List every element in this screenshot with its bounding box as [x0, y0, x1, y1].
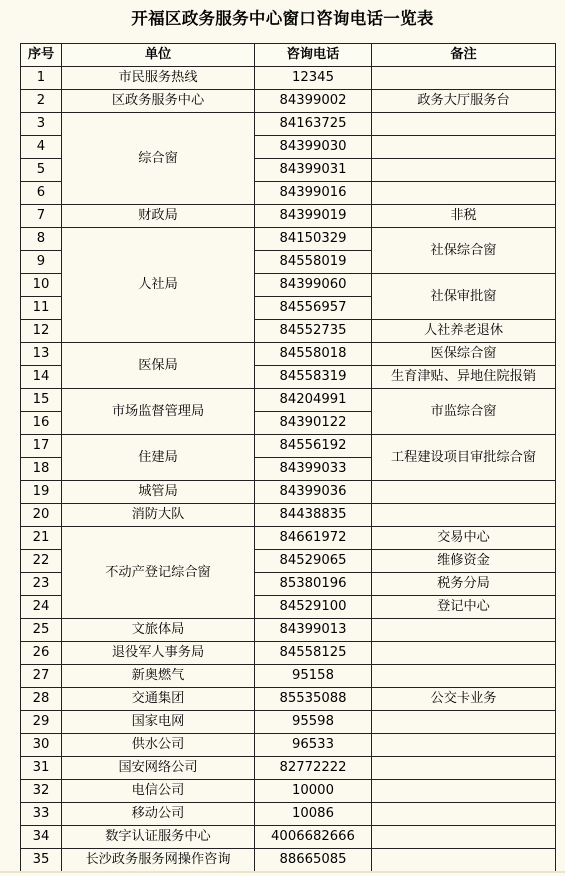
header-row: [21, 44, 556, 67]
unit-cell: 交通集团: [62, 688, 255, 711]
unit-cell: 医保局: [62, 343, 255, 389]
table-row: [21, 389, 556, 412]
phone-cell: 96533: [255, 734, 372, 757]
serial-cell: 16: [21, 412, 62, 435]
serial-cell: 9: [21, 251, 62, 274]
serial-cell: 26: [21, 642, 62, 665]
phone-cell: 84529065: [255, 550, 372, 573]
table-row: [21, 90, 556, 113]
serial-cell: 19: [21, 481, 62, 504]
phone-cell: 84558018: [255, 343, 372, 366]
note-cell: [372, 849, 556, 872]
serial-cell: 3: [21, 113, 62, 136]
note-cell: [372, 182, 556, 205]
unit-cell: 文旅体局: [62, 619, 255, 642]
table-row: [21, 826, 556, 849]
table-header: [21, 44, 556, 67]
table-row: [21, 113, 556, 136]
phone-cell: 95158: [255, 665, 372, 688]
phone-cell: 10000: [255, 780, 372, 803]
table-row: [21, 481, 556, 504]
phone-cell: 85535088: [255, 688, 372, 711]
phone-cell: 84163725: [255, 113, 372, 136]
header-phone: 咨询电话: [255, 44, 372, 67]
phone-cell: 84204991: [255, 389, 372, 412]
note-cell: 政务大厅服务台: [372, 90, 556, 113]
unit-cell: 供水公司: [62, 734, 255, 757]
phone-cell: 84399060: [255, 274, 372, 297]
phone-cell: 84399033: [255, 458, 372, 481]
serial-cell: 15: [21, 389, 62, 412]
table-row: [21, 688, 556, 711]
phone-cell: 84558319: [255, 366, 372, 389]
note-cell: 交易中心: [372, 527, 556, 550]
serial-cell: 21: [21, 527, 62, 550]
serial-cell: 25: [21, 619, 62, 642]
note-cell: [372, 803, 556, 826]
unit-cell: 住建局: [62, 435, 255, 481]
phone-cell: 84390122: [255, 412, 372, 435]
note-cell: [372, 481, 556, 504]
unit-cell: 数字认证服务中心: [62, 826, 255, 849]
note-cell: [372, 734, 556, 757]
phone-cell: 84529100: [255, 596, 372, 619]
table-body: [21, 67, 556, 872]
table-row: [21, 642, 556, 665]
table-row: [21, 734, 556, 757]
table-row: [21, 665, 556, 688]
note-cell: 社保审批窗: [372, 274, 556, 320]
note-cell: 人社养老退休: [372, 320, 556, 343]
serial-cell: 24: [21, 596, 62, 619]
phone-cell: 4006682666: [255, 826, 372, 849]
serial-cell: 20: [21, 504, 62, 527]
unit-cell: 移动公司: [62, 803, 255, 826]
unit-cell: 市民服务热线: [62, 67, 255, 90]
table-row: [21, 619, 556, 642]
phone-cell: 84661972: [255, 527, 372, 550]
phone-cell: 84150329: [255, 228, 372, 251]
note-cell: [372, 67, 556, 90]
phone-cell: 84399013: [255, 619, 372, 642]
phone-cell: 12345: [255, 67, 372, 90]
serial-cell: 7: [21, 205, 62, 228]
unit-cell: 电信公司: [62, 780, 255, 803]
note-cell: 工程建设项目审批综合窗: [372, 435, 556, 481]
serial-cell: 13: [21, 343, 62, 366]
unit-cell: 新奥燃气: [62, 665, 255, 688]
table-row: [21, 67, 556, 90]
serial-cell: 4: [21, 136, 62, 159]
unit-cell: 城管局: [62, 481, 255, 504]
phone-cell: 84399036: [255, 481, 372, 504]
table-row: [21, 343, 556, 366]
serial-cell: 18: [21, 458, 62, 481]
serial-cell: 6: [21, 182, 62, 205]
unit-cell: 退役军人事务局: [62, 642, 255, 665]
phone-cell: 84399002: [255, 90, 372, 113]
unit-cell: 区政务服务中心: [62, 90, 255, 113]
serial-cell: 32: [21, 780, 62, 803]
unit-cell: 财政局: [62, 205, 255, 228]
table-row: [21, 803, 556, 826]
unit-cell: 国安网络公司: [62, 757, 255, 780]
note-cell: [372, 711, 556, 734]
note-cell: 维修资金: [372, 550, 556, 573]
serial-cell: 14: [21, 366, 62, 389]
serial-cell: 29: [21, 711, 62, 734]
phone-cell: 95598: [255, 711, 372, 734]
header-unit: 单位: [62, 44, 255, 67]
phone-directory-table: [20, 43, 556, 872]
serial-cell: 12: [21, 320, 62, 343]
unit-cell: 综合窗: [62, 113, 255, 205]
note-cell: [372, 113, 556, 136]
serial-cell: 27: [21, 665, 62, 688]
note-cell: [372, 159, 556, 182]
table-row: [21, 504, 556, 527]
note-cell: 非税: [372, 205, 556, 228]
phone-cell: 84399019: [255, 205, 372, 228]
header-serial: 序号: [21, 44, 62, 67]
phone-cell: 84399030: [255, 136, 372, 159]
serial-cell: 1: [21, 67, 62, 90]
unit-cell: 人社局: [62, 228, 255, 343]
phone-cell: 88665085: [255, 849, 372, 872]
phone-cell: 84399016: [255, 182, 372, 205]
serial-cell: 34: [21, 826, 62, 849]
serial-cell: 8: [21, 228, 62, 251]
note-cell: [372, 504, 556, 527]
phone-cell: 82772222: [255, 757, 372, 780]
note-cell: 社保综合窗: [372, 228, 556, 274]
table-row: [21, 435, 556, 458]
note-cell: 医保综合窗: [372, 343, 556, 366]
note-cell: [372, 665, 556, 688]
note-cell: [372, 619, 556, 642]
note-cell: [372, 757, 556, 780]
bottom-divider: [0, 871, 565, 873]
table-row: [21, 757, 556, 780]
table-row: [21, 205, 556, 228]
phone-cell: 85380196: [255, 573, 372, 596]
serial-cell: 28: [21, 688, 62, 711]
table-row: [21, 849, 556, 872]
unit-cell: 市场监督管理局: [62, 389, 255, 435]
unit-cell: 不动产登记综合窗: [62, 527, 255, 619]
note-cell: 登记中心: [372, 596, 556, 619]
serial-cell: 2: [21, 90, 62, 113]
page-title: 开福区政务服务中心窗口咨询电话一览表: [131, 9, 434, 28]
phone-cell: 84552735: [255, 320, 372, 343]
note-cell: [372, 826, 556, 849]
serial-cell: 31: [21, 757, 62, 780]
phone-cell: 84556192: [255, 435, 372, 458]
table-row: [21, 228, 556, 251]
serial-cell: 22: [21, 550, 62, 573]
serial-cell: 17: [21, 435, 62, 458]
serial-cell: 33: [21, 803, 62, 826]
unit-cell: 消防大队: [62, 504, 255, 527]
phone-cell: 84558125: [255, 642, 372, 665]
note-cell: [372, 642, 556, 665]
note-cell: [372, 136, 556, 159]
table-row: [21, 711, 556, 734]
note-cell: 市监综合窗: [372, 389, 556, 435]
serial-cell: 10: [21, 274, 62, 297]
table-row: [21, 780, 556, 803]
serial-cell: 11: [21, 297, 62, 320]
unit-cell: 国家电网: [62, 711, 255, 734]
note-cell: 公交卡业务: [372, 688, 556, 711]
note-cell: [372, 780, 556, 803]
serial-cell: 5: [21, 159, 62, 182]
serial-cell: 35: [21, 849, 62, 872]
table-row: [21, 527, 556, 550]
phone-cell: 10086: [255, 803, 372, 826]
serial-cell: 30: [21, 734, 62, 757]
unit-cell: 长沙政务服务网操作咨询: [62, 849, 255, 872]
phone-cell: 84558019: [255, 251, 372, 274]
note-cell: 生育津贴、异地住院报销: [372, 366, 556, 389]
phone-cell: 84438835: [255, 504, 372, 527]
serial-cell: 23: [21, 573, 62, 596]
note-cell: 税务分局: [372, 573, 556, 596]
header-note: 备注: [372, 44, 556, 67]
phone-cell: 84399031: [255, 159, 372, 182]
phone-cell: 84556957: [255, 297, 372, 320]
